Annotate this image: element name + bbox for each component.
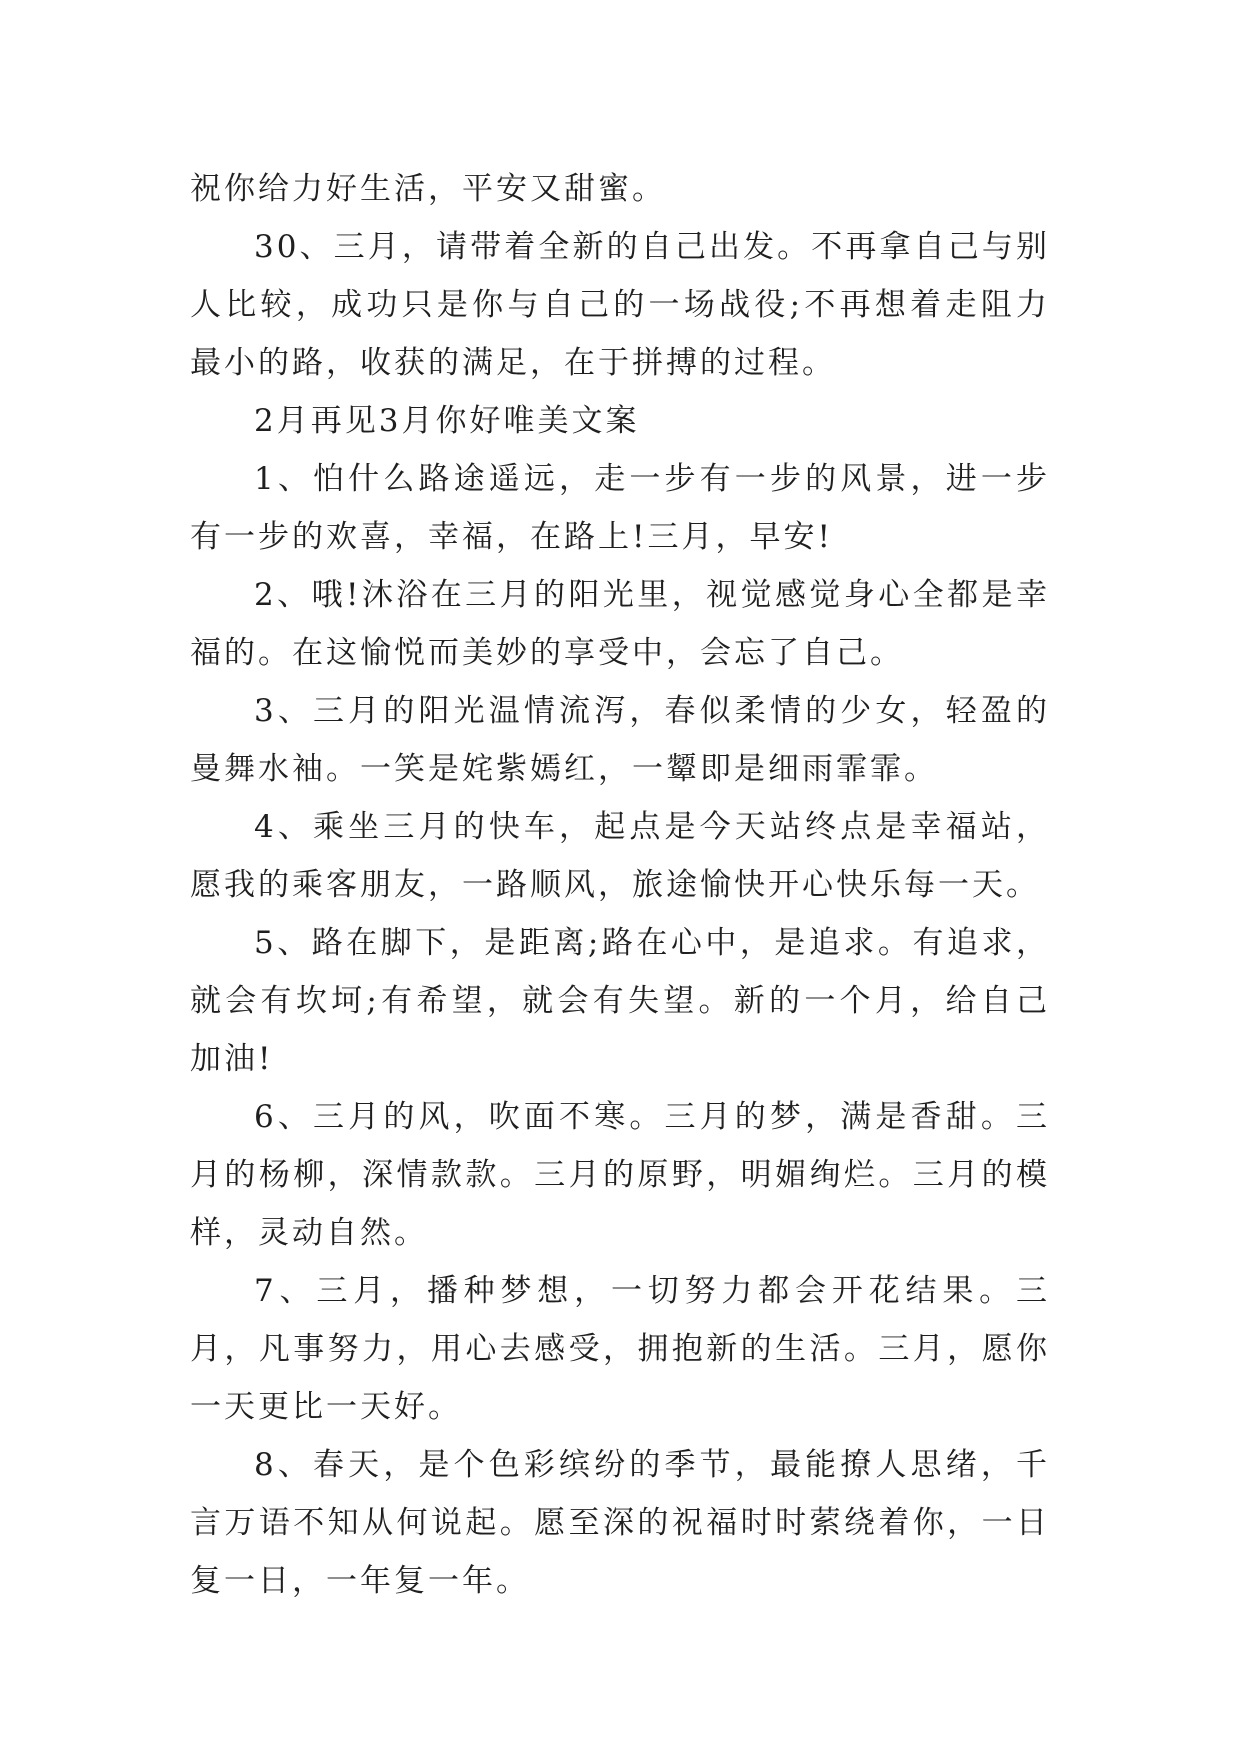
document-body [190, 160, 1050, 1610]
paragraph-item-30: 30、三月，请带着全新的自己出发。不再拿自己与别人比较，成功只是你与自己的一场战役;不再想着走阻力最小的路，收获的满足，在于拼搏的过程。 [190, 229, 1050, 381]
paragraph-item-2: 2、哦!沐浴在三月的阳光里，视觉感觉身心全都是幸福的。在这愉悦而美妙的享受中，会忘了自己。 [190, 577, 1050, 671]
paragraph-item-3: 3、三月的阳光温情流泻，春似柔情的少女，轻盈的曼舞水袖。一笑是姹紫嫣红，一颦即是细雨霏霏。 [190, 693, 1050, 787]
paragraph-item-5: 5、路在脚下，是距离;路在心中，是追求。有追求，就会有坎坷;有希望，就会有失望。新的一个月，给自己加油! [190, 925, 1050, 1077]
paragraph-item-6: 6、三月的风，吹面不寒。三月的梦，满是香甜。三月的杨柳，深情款款。三月的原野，明媚绚烂。三月的模样，灵动自然。 [190, 1099, 1050, 1251]
paragraph-item-4: 4、乘坐三月的快车，起点是今天站终点是幸福站，愿我的乘客朋友，一路顺风，旅途愉快开心快乐每一天。 [190, 809, 1050, 903]
section-heading: 2月再见3月你好唯美文案 [254, 403, 640, 439]
paragraph-continuation: 祝你给力好生活，平安又甜蜜。 [190, 171, 666, 207]
paragraph-item-7: 7、三月，播种梦想，一切努力都会开花结果。三月，凡事努力，用心去感受，拥抱新的生活。三月，愿你一天更比一天好。 [190, 1273, 1050, 1425]
paragraph-item-1: 1、怕什么路途遥远，走一步有一步的风景，进一步有一步的欢喜，幸福，在路上!三月，早安! [190, 461, 1050, 555]
paragraph-item-8: 8、春天，是个色彩缤纷的季节，最能撩人思绪，千言万语不知从何说起。愿至深的祝福时时萦绕着你，一日复一日，一年复一年。 [190, 1447, 1050, 1599]
